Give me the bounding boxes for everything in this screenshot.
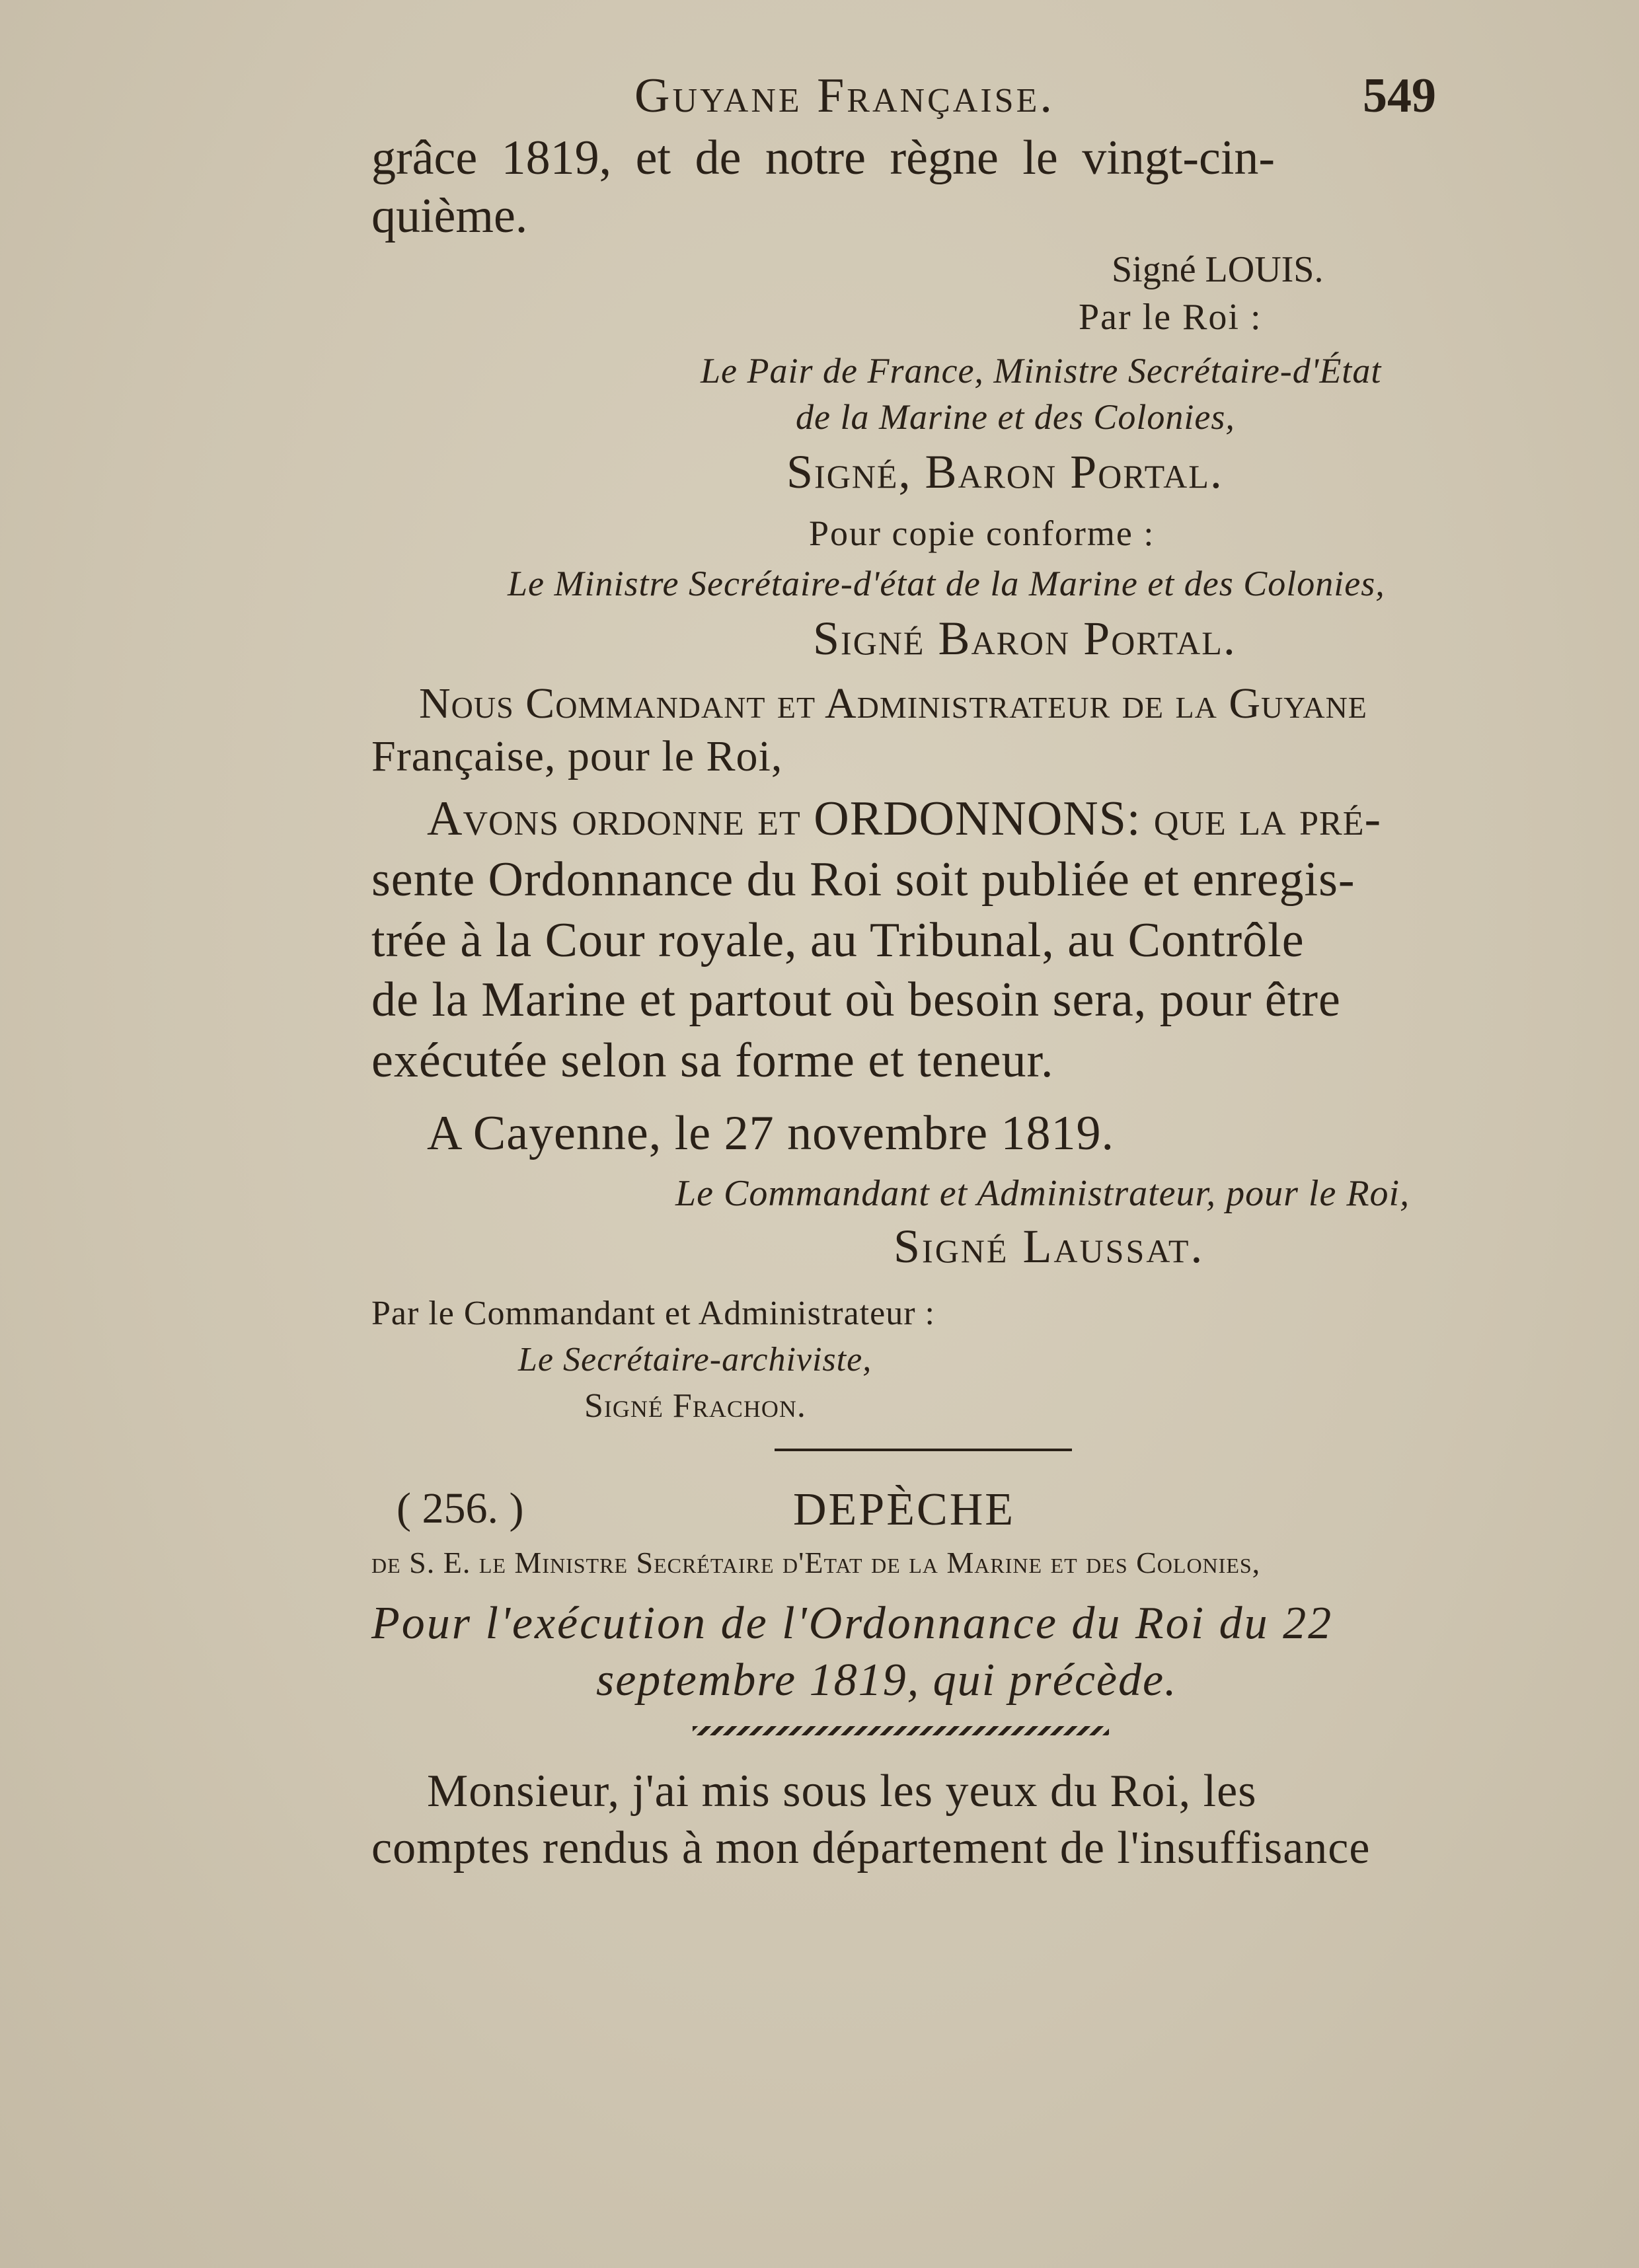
par-le-roi: Par le Roi : xyxy=(1079,297,1262,338)
opening-line-1: grâce 1819, et de notre règne le vingt-cin- xyxy=(371,131,1276,185)
depeche-title: DEPÈCHE xyxy=(793,1484,1015,1535)
place-date: A Cayenne, le 27 novembre 1819. xyxy=(427,1106,1115,1160)
avons-line-1: Avons ordonne et ORDONNONS: que la pré- xyxy=(427,792,1382,846)
avons-line-5: exécutée selon sa forme et teneur. xyxy=(371,1034,1054,1088)
pair-de-france-line-2: de la Marine et des Colonies, xyxy=(796,397,1235,437)
wavy-divider xyxy=(693,1726,1109,1735)
nous-line: Nous Commandant et Administrateur de la Guyane xyxy=(419,679,1367,728)
depeche-subtitle: de S. E. le Ministre Secrétaire d'Etat de la Marine et des Colonies, xyxy=(371,1546,1261,1579)
signed-king: Signé LOUIS. xyxy=(1112,249,1324,290)
signed-laussat: Signé Laussat. xyxy=(894,1220,1205,1273)
avons-line-3: trée à la Cour royale, au Tribunal, au Contrôle xyxy=(371,913,1305,967)
signed-portal-2: Signé Baron Portal. xyxy=(813,612,1237,665)
depeche-body-line-1: Monsieur, j'ai mis sous les yeux du Roi, les xyxy=(427,1766,1257,1817)
commandant-title: Le Commandant et Administrateur, pour le Roi, xyxy=(675,1173,1410,1214)
depeche-number: ( 256. ) xyxy=(397,1484,524,1532)
secretaire-archiviste: Le Secrétaire-archiviste, xyxy=(518,1341,872,1379)
nous-line-2: Française, pour le Roi, xyxy=(371,732,783,780)
pour-copie-conforme: Pour copie conforme : xyxy=(809,513,1155,553)
signed-frachon: Signé Frachon. xyxy=(584,1387,806,1425)
signed-portal-1: Signé, Baron Portal. xyxy=(786,445,1223,498)
running-title: Guyane Française. xyxy=(634,69,1055,123)
depeche-body-line-2: comptes rendus à mon département de l'insuffisance xyxy=(371,1823,1371,1873)
ministre-line: Le Ministre Secrétaire-d'état de la Marine et des Colonies, xyxy=(508,564,1385,603)
avons-line-4: de la Marine et partout où besoin sera, pour être xyxy=(371,973,1341,1027)
depeche-purpose-line-2: septembre 1819, qui précède. xyxy=(596,1655,1178,1706)
section-divider xyxy=(775,1449,1072,1451)
depeche-purpose-line-1: Pour l'exécution de l'Ordonnance du Roi du 22 xyxy=(371,1598,1334,1649)
par-le-commandant: Par le Commandant et Administrateur : xyxy=(371,1295,935,1332)
opening-line-2: quième. xyxy=(371,189,528,243)
pair-de-france-line-1: Le Pair de France, Ministre Secrétaire-d'État xyxy=(701,351,1382,391)
page-number: 549 xyxy=(1363,69,1436,123)
avons-line-2: sente Ordonnance du Roi soit publiée et enregis- xyxy=(371,852,1355,907)
